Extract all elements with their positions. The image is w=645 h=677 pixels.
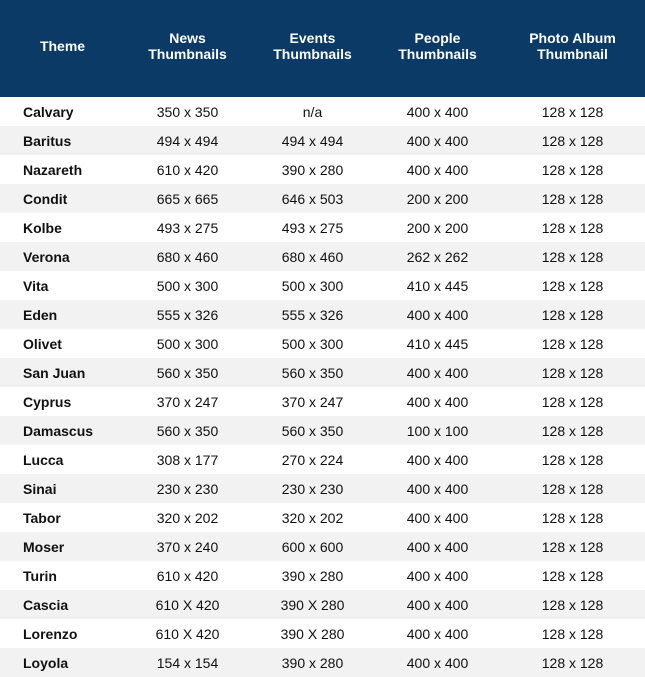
header-news-thumbnails: News Thumbnails: [148, 30, 227, 62]
people-thumbnail-size: 400 x 400: [406, 538, 469, 555]
people-thumbnail-size: 400 x 400: [406, 480, 469, 497]
news-thumbnail-size: 610 x 420: [156, 161, 219, 178]
people-thumbnail-size: 400 x 400: [406, 625, 469, 642]
events-thumbnail-size: 320 x 202: [281, 509, 344, 526]
header-events-thumbnails: Events Thumbnails: [273, 30, 352, 62]
people-thumbnail-size: 400 x 400: [406, 306, 469, 323]
theme-cell: Olivet: [23, 335, 62, 352]
events-thumbnail-size: 390 x 280: [281, 567, 344, 584]
table-row: [0, 213, 645, 242]
events-thumbnail-size: 560 x 350: [281, 364, 344, 381]
people-thumbnail-size: 400 x 400: [406, 364, 469, 381]
theme-cell: Sinai: [23, 480, 57, 497]
news-thumbnail-size: 560 x 350: [156, 364, 219, 381]
people-thumbnail-size: 200 x 200: [406, 219, 469, 236]
header-theme: Theme: [39, 38, 86, 54]
theme-cell: Lucca: [23, 451, 64, 468]
news-thumbnail-size: 230 x 230: [156, 480, 219, 497]
events-thumbnail-size: 493 x 275: [281, 219, 344, 236]
events-thumbnail-size: 390 X 280: [280, 596, 345, 613]
theme-cell: Lorenzo: [23, 625, 78, 642]
people-thumbnail-size: 100 x 100: [406, 422, 469, 439]
photo-album-thumbnail-size: 128 x 128: [541, 393, 604, 410]
theme-cell: Kolbe: [23, 219, 62, 236]
news-thumbnail-size: 308 x 177: [156, 451, 219, 468]
people-thumbnail-size: 400 x 400: [406, 132, 469, 149]
table-row: [0, 329, 645, 358]
people-thumbnail-size: 410 x 445: [406, 277, 469, 294]
table-row: [0, 590, 645, 619]
news-thumbnail-size: 494 x 494: [156, 132, 219, 149]
events-thumbnail-size: 646 x 503: [281, 190, 344, 207]
photo-album-thumbnail-size: 128 x 128: [541, 538, 604, 555]
news-thumbnail-size: 320 x 202: [156, 509, 219, 526]
photo-album-thumbnail-size: 128 x 128: [541, 306, 604, 323]
theme-cell: Baritus: [23, 132, 72, 149]
events-thumbnail-size: 390 X 280: [280, 625, 345, 642]
events-thumbnail-size: 500 x 300: [281, 277, 344, 294]
header-photo-album-thumbnail: Photo Album Thumbnail: [529, 30, 616, 62]
people-thumbnail-size: 400 x 400: [406, 393, 469, 410]
events-thumbnail-size: 494 x 494: [281, 132, 344, 149]
events-thumbnail-size: 600 x 600: [281, 538, 344, 555]
people-thumbnail-size: 400 x 400: [406, 451, 469, 468]
news-thumbnail-size: 370 x 240: [156, 538, 219, 555]
photo-album-thumbnail-size: 128 x 128: [541, 567, 604, 584]
table-row: [0, 648, 645, 677]
news-thumbnail-size: 500 x 300: [156, 335, 219, 352]
photo-album-thumbnail-size: 128 x 128: [541, 509, 604, 526]
news-thumbnail-size: 560 x 350: [156, 422, 219, 439]
events-thumbnail-size: 500 x 300: [281, 335, 344, 352]
table-row: [0, 561, 645, 590]
table-body: [0, 97, 645, 677]
people-thumbnail-size: 400 x 400: [406, 161, 469, 178]
events-thumbnail-size: 390 x 280: [281, 161, 344, 178]
photo-album-thumbnail-size: 128 x 128: [541, 625, 604, 642]
theme-cell: Cascia: [23, 596, 69, 613]
people-thumbnail-size: 400 x 400: [406, 596, 469, 613]
people-thumbnail-size: 200 x 200: [406, 190, 469, 207]
theme-cell: Turin: [23, 567, 57, 584]
people-thumbnail-size: 400 x 400: [406, 567, 469, 584]
photo-album-thumbnail-size: 128 x 128: [541, 654, 604, 671]
theme-cell: Verona: [23, 248, 70, 265]
theme-cell: Eden: [23, 306, 58, 323]
photo-album-thumbnail-size: 128 x 128: [541, 103, 604, 120]
photo-album-thumbnail-size: 128 x 128: [541, 422, 604, 439]
news-thumbnail-size: 610 X 420: [155, 625, 220, 642]
news-thumbnail-size: 493 x 275: [156, 219, 219, 236]
table-row: [0, 387, 645, 416]
photo-album-thumbnail-size: 128 x 128: [541, 480, 604, 497]
table-row: [0, 358, 645, 387]
header-people-thumbnails: People Thumbnails: [398, 30, 477, 62]
news-thumbnail-size: 500 x 300: [156, 277, 219, 294]
theme-cell: Damascus: [23, 422, 94, 439]
theme-cell: Condit: [23, 190, 68, 207]
events-thumbnail-size: 270 x 224: [281, 451, 344, 468]
theme-cell: Loyola: [23, 654, 69, 671]
events-thumbnail-size: 370 x 247: [281, 393, 344, 410]
theme-cell: Vita: [23, 277, 49, 294]
news-thumbnail-size: 555 x 326: [156, 306, 219, 323]
events-thumbnail-size: 560 x 350: [281, 422, 344, 439]
theme-cell: Tabor: [23, 509, 61, 526]
table-row: [0, 445, 645, 474]
table-row: [0, 300, 645, 329]
table-row: [0, 271, 645, 300]
theme-cell: San Juan: [23, 364, 86, 381]
photo-album-thumbnail-size: 128 x 128: [541, 190, 604, 207]
photo-album-thumbnail-size: 128 x 128: [541, 219, 604, 236]
news-thumbnail-size: 154 x 154: [156, 654, 219, 671]
theme-cell: Calvary: [23, 103, 74, 120]
table-row: [0, 155, 645, 184]
news-thumbnail-size: 610 X 420: [155, 596, 220, 613]
people-thumbnail-size: 400 x 400: [406, 654, 469, 671]
news-thumbnail-size: 370 x 247: [156, 393, 219, 410]
photo-album-thumbnail-size: 128 x 128: [541, 161, 604, 178]
people-thumbnail-size: 400 x 400: [406, 509, 469, 526]
photo-album-thumbnail-size: 128 x 128: [541, 596, 604, 613]
news-thumbnail-size: 680 x 460: [156, 248, 219, 265]
theme-cell: Cyprus: [23, 393, 72, 410]
theme-cell: Moser: [23, 538, 65, 555]
photo-album-thumbnail-size: 128 x 128: [541, 277, 604, 294]
table-row: [0, 532, 645, 561]
photo-album-thumbnail-size: 128 x 128: [541, 335, 604, 352]
header-row: [0, 0, 645, 97]
people-thumbnail-size: 262 x 262: [406, 248, 469, 265]
events-thumbnail-size: 230 x 230: [281, 480, 344, 497]
photo-album-thumbnail-size: 128 x 128: [541, 451, 604, 468]
table-row: [0, 503, 645, 532]
events-thumbnail-size: 555 x 326: [281, 306, 344, 323]
photo-album-thumbnail-size: 128 x 128: [541, 364, 604, 381]
news-thumbnail-size: 350 x 350: [156, 103, 219, 120]
people-thumbnail-size: 400 x 400: [406, 103, 469, 120]
events-thumbnail-size: n/a: [302, 103, 323, 120]
events-thumbnail-size: 680 x 460: [281, 248, 344, 265]
table-row: [0, 474, 645, 503]
news-thumbnail-size: 665 x 665: [156, 190, 219, 207]
theme-cell: Nazareth: [23, 161, 83, 178]
people-thumbnail-size: 410 x 445: [406, 335, 469, 352]
table-row: [0, 416, 645, 445]
photo-album-thumbnail-size: 128 x 128: [541, 132, 604, 149]
news-thumbnail-size: 610 x 420: [156, 567, 219, 584]
table-row: [0, 619, 645, 648]
table-row: [0, 184, 645, 213]
table-row: [0, 97, 645, 126]
events-thumbnail-size: 390 x 280: [281, 654, 344, 671]
photo-album-thumbnail-size: 128 x 128: [541, 248, 604, 265]
table-row: [0, 126, 645, 155]
table-header: [0, 0, 645, 97]
table-row: [0, 242, 645, 271]
